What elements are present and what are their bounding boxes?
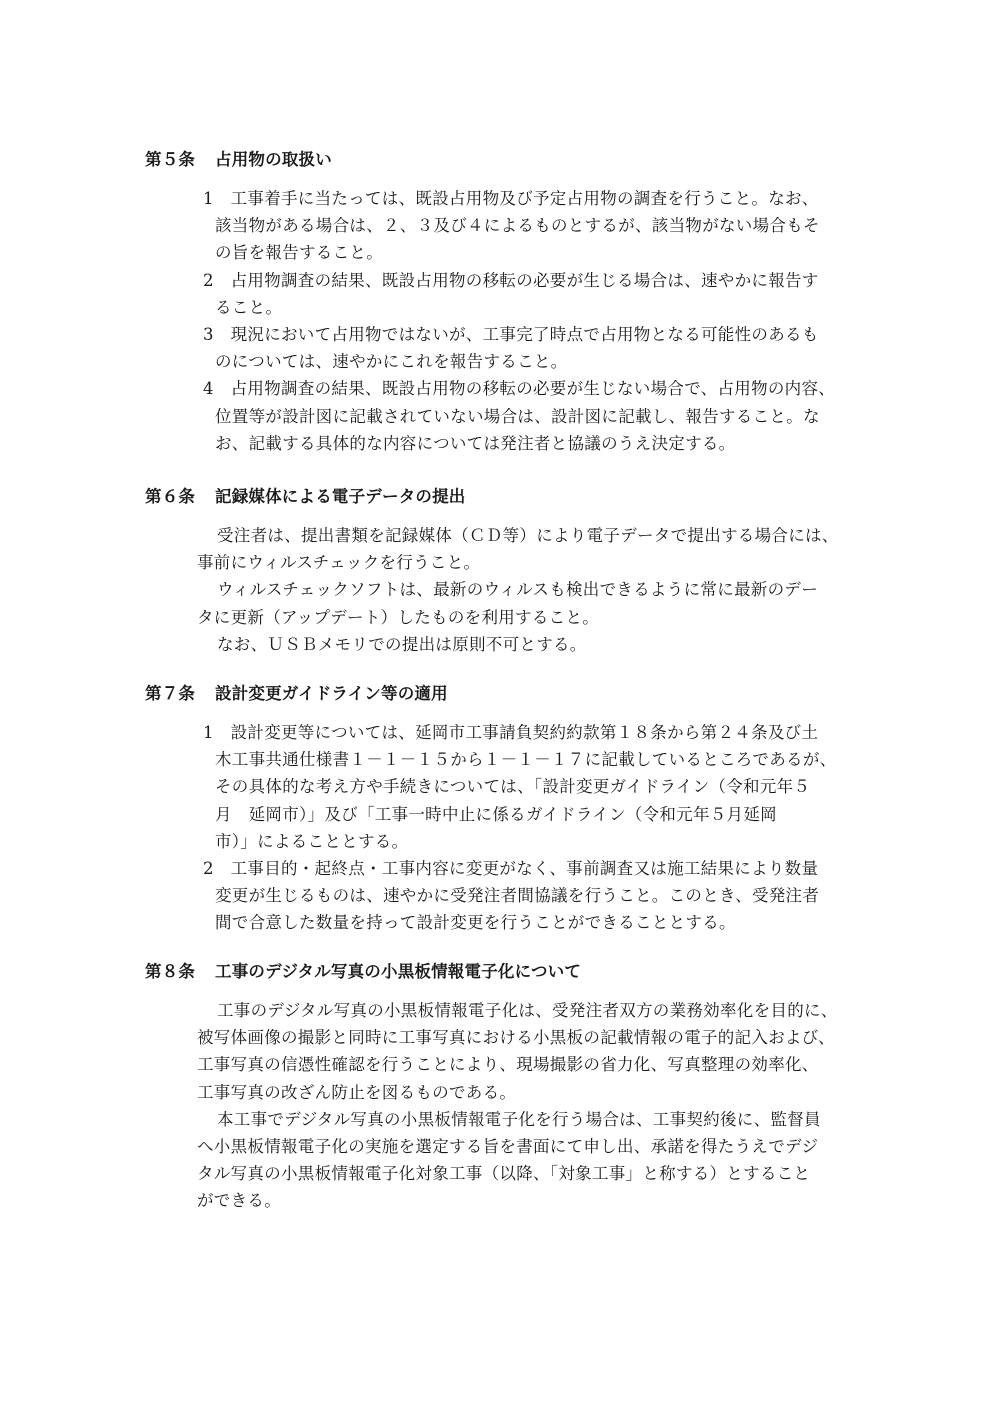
article-title: 工事のデジタル写真の小黒板情報電子化について [215,962,582,981]
article-number: 第７条 [145,684,196,703]
text-line: 工事写真の改ざん防止を図るものである。 [197,1082,517,1102]
text-line: その具体的な考え方や手続きについては、「設計変更ガイドライン（令和元年５ [215,777,811,797]
text-line: 被写体画像の撮影と同時に工事写真における小黒板の記載情報の電子的記入および、 [197,1028,835,1048]
text-line: へ小黒板情報電子化の実施を選定する旨を書面にて申し出、承諾を得たうえでデジ [197,1137,819,1157]
text-line: 工事写真の信憑性確認を行うことにより、現場撮影の省力化、写真整理の効率化、 [197,1055,819,1075]
section-article-7 [145,684,885,937]
text-line: 3 現況において占用物ではないが、工事完了時点で占用物となる可能性のあるも [203,325,819,345]
section-heading [145,487,885,507]
text-line: 市）」によることとする。 [215,831,409,851]
article-title: 占用物の取扱い [215,150,332,169]
section-heading [145,150,885,170]
text-line: 1 設計変更等については、延岡市工事請負契約約款第１８条から第２４条及び土 [203,723,819,742]
section-article-5 [145,150,885,457]
section-heading [145,684,885,704]
text-line: 木工事共通仕様書１－１－１５から１－１－１７に記載しているところであるが、 [215,750,837,770]
text-line: 受注者は、提出書類を記録媒体（ＣＤ等）により電子データで提出する場合には、 [217,526,839,545]
article-title: 記録媒体による電子データの提出 [215,487,466,506]
article-number: 第８条 [145,962,196,981]
section-article-6 [145,487,885,658]
text-line: 2 占用物調査の結果、既設占用物の移転の必要が生じる場合は、速やかに報告す [203,270,819,290]
text-line: 該当物がある場合は、２、３及び４によるものとするが、該当物がない場合もそ [215,216,820,236]
text-line: 本工事でデジタル写真の小黒板情報電子化を行う場合は、工事契約後に、監督員 [217,1109,821,1129]
text-line: なお、ＵＳＢメモリでの提出は原則不可とする。 [217,634,587,654]
section-article-8 [145,962,885,1215]
text-line: ができる。 [197,1191,281,1211]
text-line: 月 延岡市）」及び「工事一時中止に係るガイドライン（令和元年５月延岡 [215,804,777,824]
text-line: お、記載する具体的な内容については発注者と協議のうえ決定する。 [215,433,736,453]
text-line: 4 占用物調査の結果、既設占用物の移転の必要が生じない場合で、占用物の内容、 [203,379,836,399]
section-heading [145,962,885,982]
text-line: のについては、速やかにこれを報告すること。 [215,352,568,372]
text-line: タに更新（アップデート）したものを利用すること。 [197,607,600,627]
text-line: 工事のデジタル写真の小黒板情報電子化は、受発注者双方の業務効率化を目的に、 [217,1001,838,1020]
article-number: 第６条 [145,487,196,506]
text-line: 事前にウィルスチェックを行うこと。 [197,553,481,573]
text-line: 位置等が設計図に記載されていない場合は、設計図に記載し、報告すること。な [215,406,820,426]
text-line: 変更が生じるものは、速やかに受発注者間協議を行うこと。このとき、受発注者 [215,886,820,906]
article-title: 設計変更ガイドライン等の適用 [215,684,448,703]
article-number: 第５条 [145,150,196,169]
text-line: の旨を報告すること。 [215,243,383,263]
text-line: 間で合意した数量を持って設計変更を行うことができることとする。 [215,913,736,933]
text-line: ること。 [215,297,283,317]
text-line: ウィルスチェックソフトは、最新のウィルスも検出できるように常に最新のデー [217,580,819,600]
text-line: タル写真の小黒板情報電子化対象工事（以降、「対象工事」と称する）とすること [197,1164,811,1184]
text-line: 1 工事着手に当たっては、既設占用物及び予定占用物の調査を行うこと。なお、 [203,189,819,208]
text-line: 2 工事目的・起終点・工事内容に変更がなく、事前調査又は施工結果により数量 [203,859,819,879]
